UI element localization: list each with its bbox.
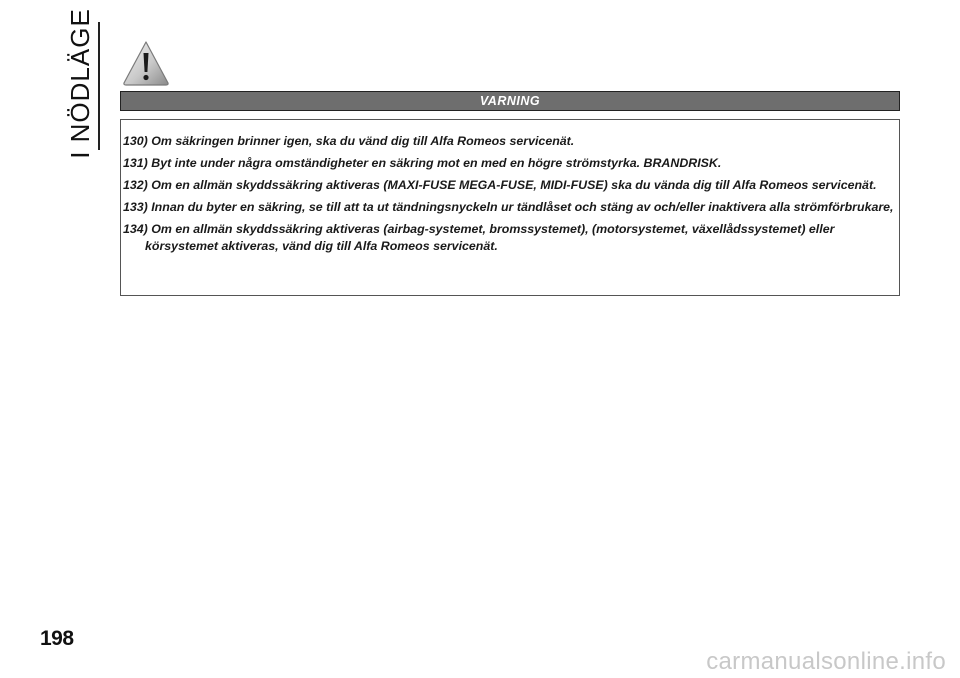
section-title: [62, 7, 98, 159]
warning-item: 131) Byt inte under några omständigheter en säkring mot en med en högre strömstyrka. BRANDRISK.: [123, 156, 722, 170]
warning-item: 134) Om en allmän skyddssäkring aktiveras (airbag-systemet, bromssystemet), (motorsystemet, växellådssystemet) eller körsystemet aktiveras, vänd dig till Alfa Romeos servicenät.: [123, 222, 835, 253]
warning-item: 132) Om en allmän skyddssäkring aktiveras (MAXI-FUSE MEGA-FUSE, MIDI-FUSE) ska du vända dig till Alfa Romeos servicenät.: [123, 178, 877, 192]
warning-header: [120, 91, 900, 111]
section-title-text: I NÖDLÄGE: [64, 7, 95, 159]
warning-header-label: VARNING: [479, 94, 541, 108]
warning-item: 130) Om säkringen brinner igen, ska du vänd dig till Alfa Romeos servicenät.: [123, 134, 575, 148]
section-divider: [98, 22, 100, 150]
watermark: carmanualsonline.info: [706, 648, 946, 675]
warning-item: 133) Innan du byter en säkring, se till att ta ut tändningsnyckeln ur tändlåset och stäng av och/eller inaktivera alla strömförbrukare,: [123, 200, 894, 214]
page-number: 198: [40, 627, 74, 650]
warning-box: [120, 119, 900, 296]
warning-triangle-icon: [122, 40, 170, 86]
